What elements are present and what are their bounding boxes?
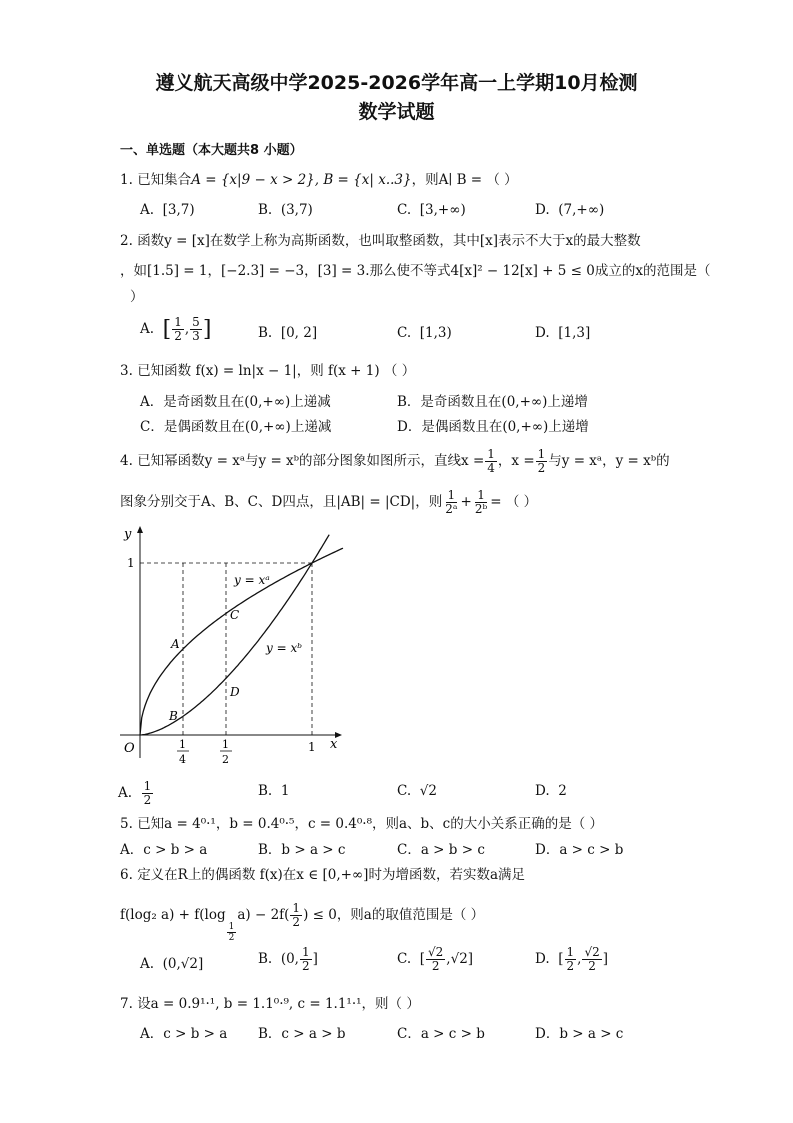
q1-tail: ，则A∣ B = （ ） bbox=[411, 172, 518, 188]
point-a-label: A bbox=[171, 637, 180, 651]
question-3 bbox=[120, 362, 415, 380]
question-2-line-2: ，如[1.5] = 1，[−2.3] = −3，[3] = 3.那么使不等式4[x]² − 12[x] + 5 ≤ 0成立的x的范围是（ bbox=[120, 263, 711, 279]
y-tick-one: 1 bbox=[127, 556, 135, 570]
q5-option-b[interactable]: B．b > a > c bbox=[258, 842, 346, 858]
q4-number: 4. bbox=[120, 453, 133, 469]
q6-number: 6. bbox=[120, 867, 133, 883]
curve-y-x-b bbox=[140, 535, 329, 735]
q3-option-d[interactable]: D．是偶函数且在(0,+∞)上递增 bbox=[397, 419, 589, 435]
x-tick-quarter-num: 1 bbox=[179, 738, 186, 751]
question-4-line-1: 4. 已知幂函数y = xᵃ与y = xᵇ的部分图象如图所示，直线x = $\frac{1}{4}$ ，x = $\frac{1}{2}$ 与y = xᵃ，y = xᵇ的 bbox=[120, 447, 670, 475]
q1-option-d[interactable]: D. (7,+∞) bbox=[535, 202, 605, 218]
question-7 bbox=[120, 995, 420, 1013]
q5-option-a[interactable]: A．c > b > a bbox=[120, 842, 208, 858]
q2-option-c[interactable]: C. [1,3) bbox=[397, 325, 452, 341]
q7-option-a[interactable]: A．c > b > a bbox=[140, 1026, 228, 1042]
q5-stem: 已知a = 4⁰·¹，b = 0.4⁰·⁵，c = 0.4⁰·⁸，则a、b、c的大小关系正确的是（ ） bbox=[137, 816, 604, 832]
q1-set-a: A = {x|9 − x > 2} bbox=[191, 172, 315, 188]
q2-number: 2. bbox=[120, 233, 133, 249]
x-tick-half-den: 2 bbox=[222, 753, 229, 766]
q3-number: 3. bbox=[120, 363, 133, 379]
q3-option-a[interactable]: A．是奇函数且在(0,+∞)上递减 bbox=[140, 394, 331, 410]
section-header: 一、单选题（本大题共8 小题） bbox=[120, 143, 303, 158]
origin-label: O bbox=[124, 741, 135, 756]
q5-option-d[interactable]: D．a > c > b bbox=[535, 842, 624, 858]
q7-option-d[interactable]: D．b > a > c bbox=[535, 1026, 624, 1042]
point-d-label: D bbox=[230, 685, 240, 699]
q7-option-b[interactable]: B．c > a > b bbox=[258, 1026, 346, 1042]
x-tick-quarter-den: 4 bbox=[179, 753, 186, 766]
x-tick-one: 1 bbox=[308, 740, 316, 754]
q1-option-b[interactable]: B. (3,7) bbox=[258, 202, 313, 218]
q6-option-d[interactable]: D. [ $\frac{1}{2}$ , $\frac{√2}{2}$ ] bbox=[535, 945, 609, 973]
q3-option-c[interactable]: C．是偶函数且在(0,+∞)上递减 bbox=[140, 419, 332, 435]
curve-a-label: y = xᵃ bbox=[234, 573, 270, 587]
q6-option-b[interactable]: B. (0, $\frac{1}{2}$ ] bbox=[258, 945, 318, 973]
y-axis-arrow bbox=[137, 526, 143, 533]
q6-option-c[interactable]: C. [ $\frac{√2}{2}$ ,√2] bbox=[397, 945, 474, 973]
exam-subtitle: 数学试题 bbox=[358, 101, 435, 123]
q4-option-d[interactable]: D. 2 bbox=[535, 783, 567, 799]
q5-number: 5. bbox=[120, 816, 133, 832]
q4-option-a[interactable]: A. $\frac{1}{2}$ bbox=[118, 779, 152, 807]
point-c-label: C bbox=[230, 608, 240, 622]
q4-option-c[interactable]: C. √2 bbox=[397, 783, 437, 799]
q1-option-c[interactable]: C. [3,+∞) bbox=[397, 202, 466, 218]
q7-number: 7. bbox=[120, 996, 133, 1012]
question-4-line-2: 图象分别交于A、B、C、D四点，且|AB| = |CD|，则 $\frac{1}{\text{2ᵃ}}$ + $\frac{1}{\text{2ᵇ}}$ = （ ） bbox=[120, 488, 538, 516]
question-2-line-3: ） bbox=[130, 289, 144, 305]
q2-option-b[interactable]: B. [0, 2] bbox=[258, 325, 318, 341]
q5-option-c[interactable]: C．a > b > c bbox=[397, 842, 485, 858]
y-axis-label: y bbox=[124, 527, 132, 542]
x-axis-label: x bbox=[330, 737, 338, 752]
q2-option-d[interactable]: D. [1,3] bbox=[535, 325, 591, 341]
q7-option-c[interactable]: C．a > c > b bbox=[397, 1026, 485, 1042]
q1-set-b: , B = {x| x..3} bbox=[314, 172, 412, 188]
question-1 bbox=[120, 171, 518, 189]
question-5 bbox=[120, 815, 603, 833]
exam-title: 遵义航天高级中学2025-2026学年高一上学期10月检测 bbox=[155, 72, 638, 94]
question-2-line-1 bbox=[120, 232, 641, 250]
x-tick-half-num: 1 bbox=[222, 738, 229, 751]
question-6-line-2: f(log₂ a) + f(log $\frac{1}{2}$ a) − 2f( $\frac{1}{2}$ ) ≤ 0，则a的取值范围是（ ） bbox=[120, 901, 485, 943]
q1-stem: 已知集合 bbox=[137, 172, 192, 188]
q1-option-a[interactable]: A. [3,7) bbox=[140, 202, 195, 218]
q4-option-b[interactable]: B. 1 bbox=[258, 783, 290, 799]
q7-stem: 设a = 0.9¹·¹, b = 1.1⁰·⁹, c = 1.1¹·¹，则（ ） bbox=[137, 996, 420, 1012]
q1-number: 1. bbox=[120, 172, 133, 188]
question-6-line-1: 6. 定义在R上的偶函数 f(x)在x ∈ [0,+∞]时为增函数，若实数a满足 bbox=[120, 867, 525, 883]
q3-stem: 已知函数 f(x) = ln|x − 1|，则 f(x + 1) （ ） bbox=[137, 363, 416, 379]
q2-option-a[interactable]: A. [ $\frac{1}{2}$ , $\frac{5}{3}$ ] bbox=[140, 315, 212, 343]
power-function-graph bbox=[110, 518, 360, 776]
point-b-label: B bbox=[169, 709, 178, 723]
q6-option-a[interactable]: A. (0,√2] bbox=[140, 956, 204, 972]
curve-b-label: y = xᵇ bbox=[266, 641, 303, 655]
q3-option-b[interactable]: B．是奇函数且在(0,+∞)上递增 bbox=[397, 394, 588, 410]
q2-text-1: 函数y = [x]在数学上称为高斯函数，也叫取整函数，其中[x]表示不大于x的最大整数 bbox=[137, 233, 641, 249]
